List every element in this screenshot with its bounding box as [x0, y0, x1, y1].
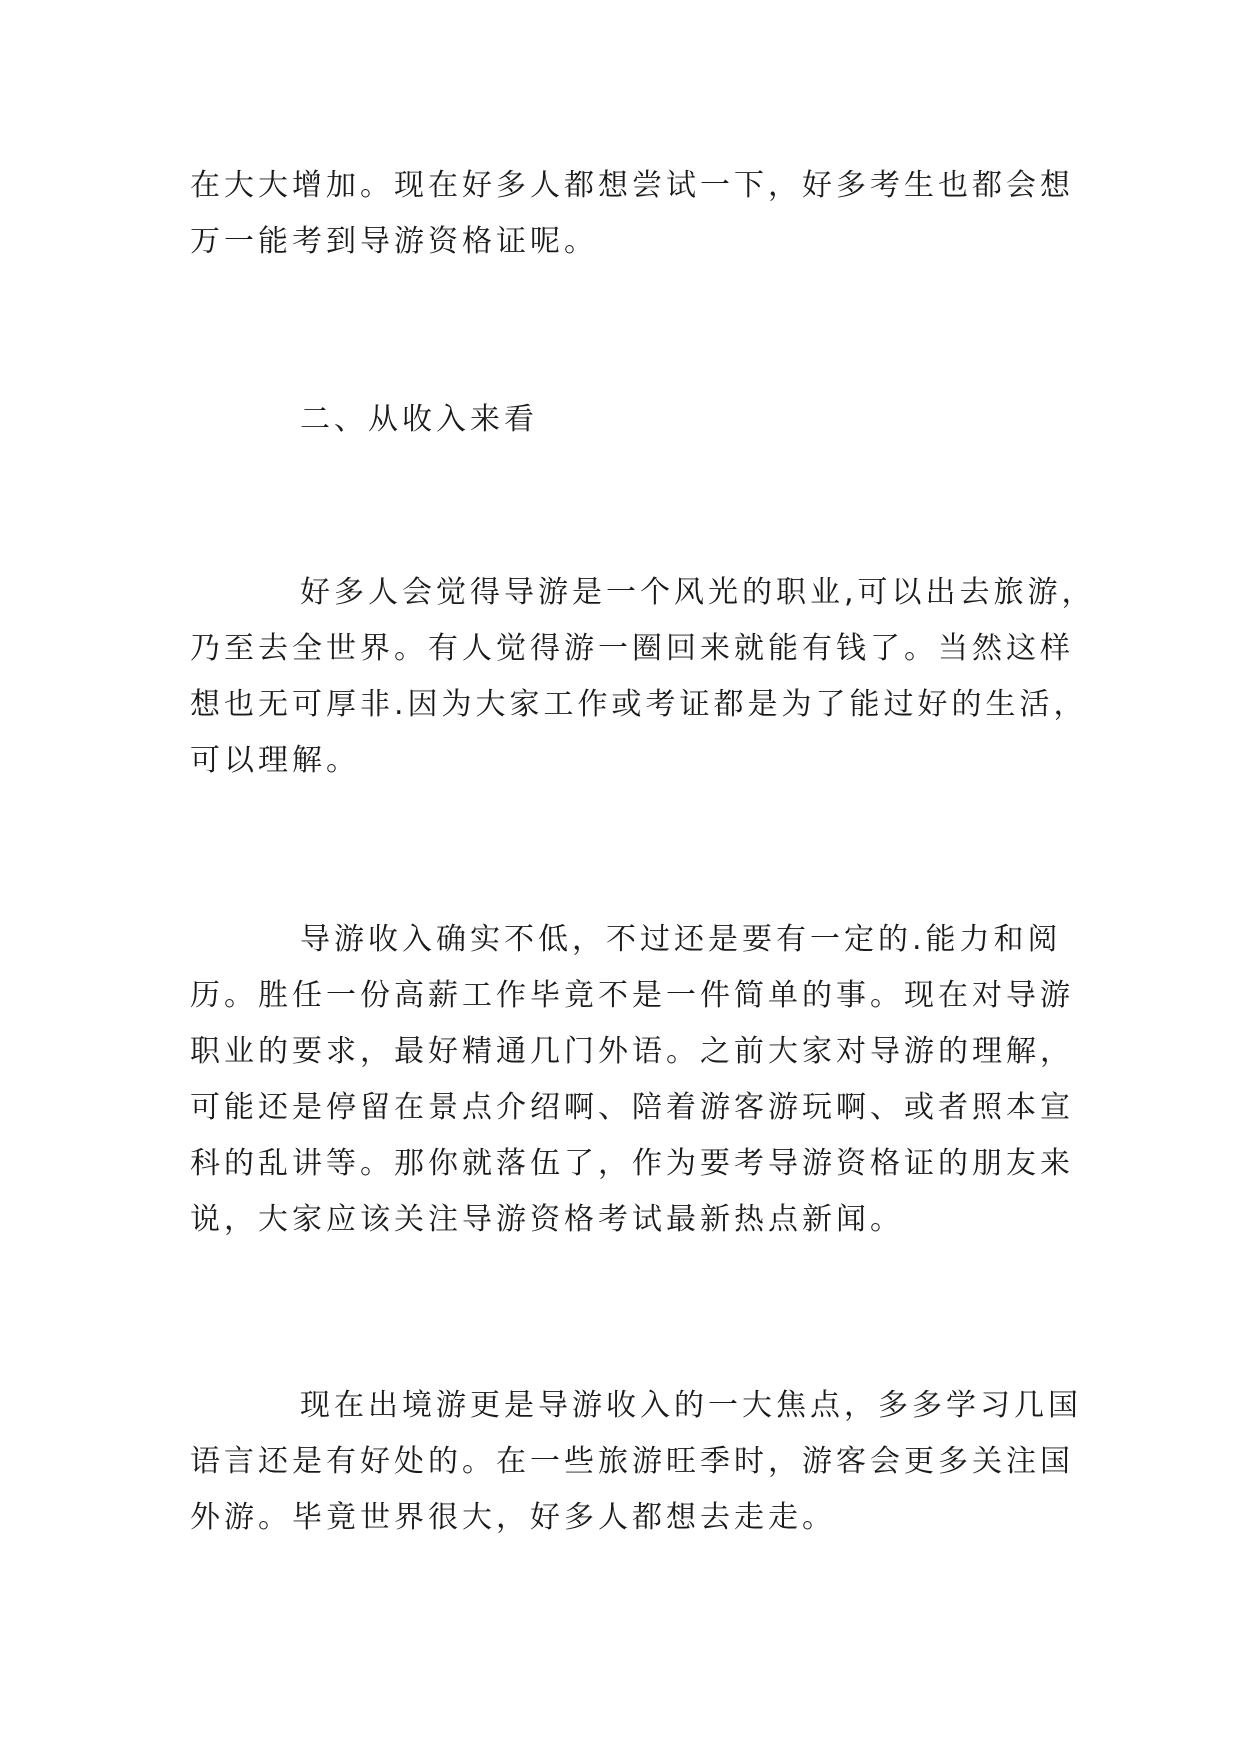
paragraph-line: 现在出境游更是导游收入的一大焦点，多多学习几国	[300, 1388, 1082, 1423]
section-heading-text: 二、从收入来看	[300, 402, 538, 437]
paragraph	[190, 1378, 1082, 1546]
section-heading	[190, 392, 1052, 448]
paragraph-line: 好多人会觉得导游是一个风光的职业,可以出去旅游，	[300, 575, 1096, 610]
paragraph-line: 科的乱讲等。那你就落伍了，作为要考导游资格证的朋友来	[190, 1146, 1074, 1181]
paragraph-line: 说，大家应该关注导游资格考试最新热点新闻。	[190, 1202, 904, 1237]
paragraph-continuation	[190, 158, 1074, 270]
paragraph-line: 可能还是停留在景点介绍啊、陪着游客游玩啊、或者照本宣	[190, 1090, 1074, 1125]
paragraph-line: 语言还是有好处的。在一些旅游旺季时，游客会更多关注国	[190, 1444, 1074, 1479]
paragraph-line: 想也无可厚非.因为大家工作或考证都是为了能过好的生活，	[190, 687, 1088, 722]
paragraph-line: 导游收入确实不低，不过还是要有一定的.能力和阅	[300, 922, 1062, 957]
paragraph	[190, 912, 1074, 1248]
paragraph-line: 外游。毕竟世界很大，好多人都想去走走。	[190, 1500, 836, 1535]
paragraph-line: 乃至去全世界。有人觉得游一圈回来就能有钱了。当然这样	[190, 631, 1074, 666]
paragraph-line: 历。胜任一份高薪工作毕竟不是一件简单的事。现在对导游	[190, 978, 1074, 1013]
paragraph-line: 职业的要求，最好精通几门外语。之前大家对导游的理解，	[190, 1034, 1074, 1069]
paragraph	[190, 565, 1096, 789]
paragraph-line: 在大大增加。现在好多人都想尝试一下，好多考生也都会想	[190, 168, 1074, 203]
paragraph-line: 可以理解。	[190, 743, 360, 778]
paragraph-line: 万一能考到导游资格证呢。	[190, 224, 598, 259]
